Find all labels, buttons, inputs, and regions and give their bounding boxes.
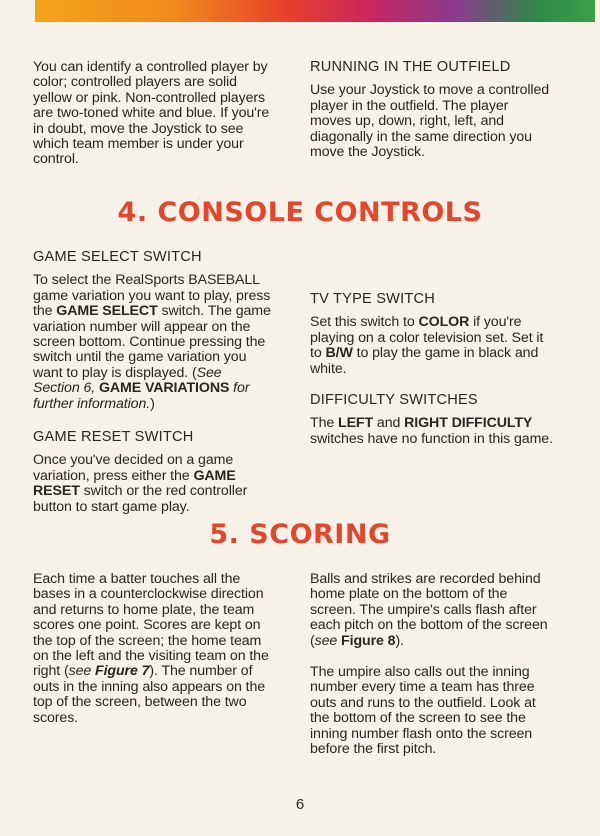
intro-left-text: You can identify a controlled player by color; controlled players are solid yellow or pink. Non-controlled players are two-toned white and blue. If you're in doubt, move the Joystick to see which team member is under your control. bbox=[33, 59, 270, 168]
scoring-left-column bbox=[33, 572, 273, 738]
game-select-text: To select the RealSports BASEBALL game variation you want to play, press the GAME SELECT switch. The game variation number will appear on the screen bottom. Continue pressing the switch until the game variation you want to play is displayed. (See Section 6, GAME VARIATIONS for further information.) bbox=[33, 272, 271, 412]
rainbow-header-bar bbox=[35, 0, 595, 22]
console-left-column bbox=[33, 250, 271, 527]
game-reset-heading: GAME RESET SWITCH bbox=[33, 429, 194, 446]
scoring-right-text-1: Balls and strikes are recorded behind home plate on the bottom of the screen. The umpire's calls flash after each pitch on the bottom of the screen (see Figure 8). bbox=[310, 571, 548, 649]
scoring-left-text: Each time a batter touches all the bases in a counterclockwise direction and returns to home plate, the team scores one point. Scores are kept on the top of the screen; the home team on the left and the visiting team on the right (see Figure 7). The number of outs in the inning also appears on the top of the screen, between the two scores. bbox=[33, 571, 269, 726]
page-number: 6 bbox=[295, 796, 305, 813]
tv-type-heading: TV TYPE SWITCH bbox=[310, 291, 435, 307]
running-outfield-text: Use your Joystick to move a controlled player in the outfield. The player moves up, down, right, left, and diagonally in the same direction you move the Joystick. bbox=[310, 82, 550, 161]
console-right-column bbox=[310, 292, 558, 459]
tv-type-text: Set this switch to COLOR if you're playing on a color television set. Set it to B/W to play the game in black and white. bbox=[310, 314, 544, 377]
difficulty-text: The LEFT and RIGHT DIFFICULTY switches have no function in this game. bbox=[310, 415, 553, 447]
intro-right-column bbox=[310, 60, 552, 172]
scoring-right-text-2: The umpire also calls out the inning number every time a team has three outs and runs to the outfield. Look at the bottom of the screen to see the inning number flash onto the screen before the first pitch. bbox=[310, 664, 536, 758]
running-outfield-heading: RUNNING IN THE OUTFIELD bbox=[310, 59, 511, 75]
intro-left-column bbox=[33, 60, 273, 180]
game-select-heading: GAME SELECT SWITCH bbox=[33, 249, 202, 265]
game-reset-text: Once you've decided on a game variation, press either the GAME RESET switch or the red controller button to start game play. bbox=[33, 452, 248, 515]
difficulty-heading: DIFFICULTY SWITCHES bbox=[310, 392, 478, 409]
scoring-title: 5. SCORING bbox=[209, 519, 391, 550]
scoring-right-column bbox=[310, 572, 552, 769]
console-controls-title: 4. CONSOLE CONTROLS bbox=[117, 197, 483, 228]
